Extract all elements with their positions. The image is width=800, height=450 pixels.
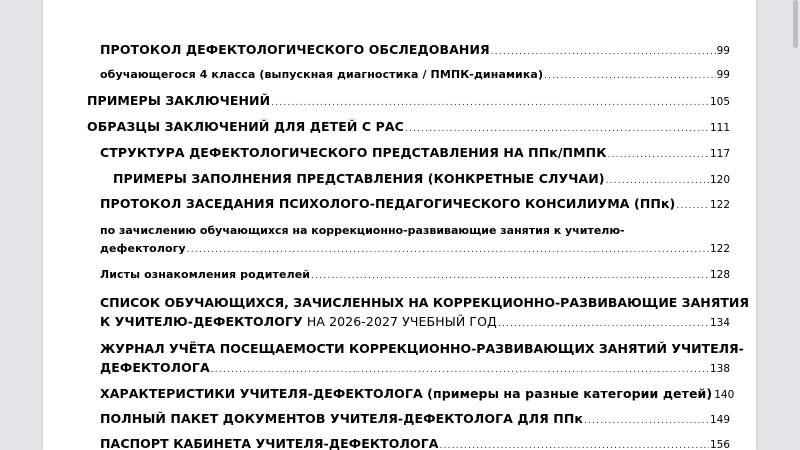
toc-entry-page: 140 — [714, 389, 735, 401]
toc-entry[interactable] — [100, 314, 730, 332]
toc-entry-title: ПОЛНЫЙ ПАКЕТ ДОКУМЕНТОВ УЧИТЕЛЯ-ДЕФЕКТОЛОГА ДЛЯ ППк — [100, 411, 583, 426]
toc-entry[interactable] — [100, 68, 730, 86]
toc-entry-page: 122 — [709, 199, 730, 211]
toc-entry-title: К УЧИТЕЛЮ-ДЕФЕКТОЛОГУ — [100, 314, 303, 329]
toc-entry-page: 149 — [709, 414, 730, 426]
toc-leader-dots — [271, 98, 709, 108]
toc-leader-dots — [491, 47, 716, 57]
toc-entry[interactable] — [100, 42, 730, 60]
table-of-contents — [43, 0, 756, 450]
toc-entry-page: 99 — [716, 69, 730, 81]
toc-leader-dots — [584, 416, 709, 426]
toc-entry-title-line1[interactable]: по зачислению обучающихся на коррекционно-развивающие занятия к учителю- — [100, 224, 625, 237]
toc-entry-title: ПРОТОКОЛ ЗАСЕДАНИЯ ПСИХОЛОГО-ПЕДАГОГИЧЕСКОГО КОНСИЛИУМА (ППк) — [100, 196, 676, 211]
toc-entry-page: 111 — [709, 122, 730, 134]
toc-entry-page: 128 — [709, 269, 730, 281]
toc-entry-page: 156 — [709, 439, 730, 450]
toc-entry[interactable] — [100, 386, 735, 404]
toc-entry-title-line1[interactable]: СПИСОК ОБУЧАЮЩИХСЯ, ЗАЧИСЛЕННЫХ НА КОРРЕКЦИОННО-РАЗВИВАЮЩИЕ ЗАНЯТИЯ — [100, 295, 749, 310]
toc-entry-title-suffix: НА 2026-2027 УЧЕБНЫЙ ГОД — [302, 314, 497, 329]
toc-entry[interactable] — [87, 119, 730, 137]
toc-entry[interactable] — [100, 242, 730, 260]
toc-entry-page: 117 — [709, 148, 730, 160]
toc-leader-dots — [676, 201, 709, 211]
toc-entry-page: 99 — [716, 45, 730, 57]
toc-leader-dots — [405, 124, 709, 134]
document-page — [43, 0, 756, 450]
toc-entry-page: 120 — [709, 174, 730, 186]
toc-leader-dots — [311, 271, 709, 281]
toc-entry-title: ХАРАКТЕРИСТИКИ УЧИТЕЛЯ-ДЕФЕКТОЛОГА (примеры на разные категории детей) — [100, 386, 713, 401]
toc-entry[interactable] — [100, 145, 730, 163]
toc-leader-dots — [608, 150, 709, 160]
toc-entry[interactable] — [100, 268, 730, 286]
toc-entry[interactable] — [100, 360, 730, 378]
toc-entry-page: 138 — [709, 363, 730, 375]
toc-leader-dots — [544, 71, 716, 81]
toc-entry[interactable] — [87, 93, 730, 111]
toc-entry-title: дефектологу — [100, 242, 186, 255]
toc-leader-dots — [498, 319, 709, 329]
toc-leader-dots — [606, 176, 709, 186]
toc-entry-title: Листы ознакомления родителей — [100, 268, 311, 281]
toc-leader-dots — [211, 365, 709, 375]
toc-entry[interactable] — [100, 436, 730, 450]
toc-entry-title: ПРОТОКОЛ ДЕФЕКТОЛОГИЧЕСКОГО ОБСЛЕДОВАНИЯ — [100, 42, 490, 57]
toc-leader-dots — [440, 441, 709, 450]
toc-entry-title: ПАСПОРТ КАБИНЕТА УЧИТЕЛЯ-ДЕФЕКТОЛОГА — [100, 436, 439, 450]
toc-entry-page: 105 — [709, 96, 730, 108]
toc-leader-dots — [187, 245, 709, 255]
toc-entry-title: обучающегося 4 класса (выпускная диагностика / ПМПК-динамика) — [100, 68, 544, 81]
toc-entry-title: ОБРАЗЦЫ ЗАКЛЮЧЕНИЙ ДЛЯ ДЕТЕЙ С РАС — [87, 119, 404, 134]
toc-entry[interactable] — [100, 196, 730, 214]
toc-entry-page: 122 — [709, 243, 730, 255]
toc-entry-page: 134 — [709, 317, 730, 329]
toc-entry-title: ПРИМЕРЫ ЗАКЛЮЧЕНИЙ — [87, 93, 271, 108]
scrollbar-thumb[interactable] — [793, 0, 798, 48]
toc-entry-title: ПРИМЕРЫ ЗАПОЛНЕНИЯ ПРЕДСТАВЛЕНИЯ (КОНКРЕТНЫЕ СЛУЧАИ) — [113, 171, 605, 186]
toc-entry-title: СТРУКТУРА ДЕФЕКТОЛОГИЧЕСКОГО ПРЕДСТАВЛЕНИЯ НА ППк/ПМПК — [100, 145, 607, 160]
toc-entry-title-line1[interactable]: ЖУРНАЛ УЧЁТА ПОСЕЩАЕМОСТИ КОРРЕКЦИОННО-РАЗВИВАЮЩИХ ЗАНЯТИЙ УЧИТЕЛЯ- — [100, 341, 744, 356]
toc-entry-title: ДЕФЕКТОЛОГА — [100, 360, 210, 375]
toc-entry[interactable] — [113, 171, 730, 189]
toc-entry[interactable] — [100, 411, 730, 429]
